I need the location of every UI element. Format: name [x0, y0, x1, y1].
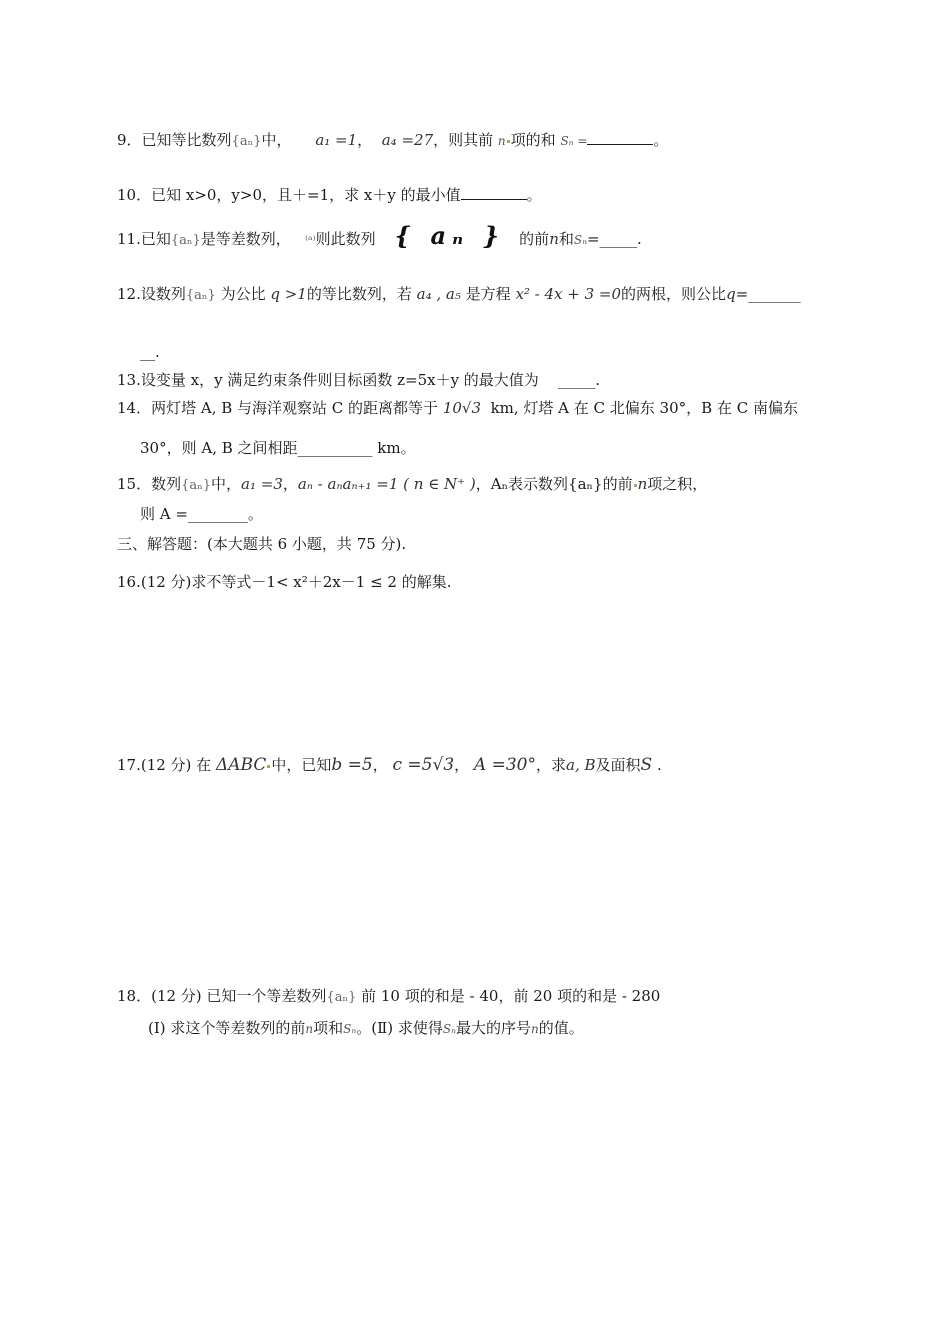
q15-prefix: 15．数列	[117, 475, 182, 493]
q18-sequence: {aₙ}	[326, 990, 357, 1005]
q17-angle-a: A =30°	[473, 755, 536, 775]
q12-answer-blank[interactable]: __.	[140, 343, 160, 361]
question-12-continuation	[140, 342, 160, 362]
q11-prefix: 11.已知	[117, 230, 171, 248]
q9-comma: ，	[357, 131, 373, 149]
q18-text-1: 前 10 项的和是 - 40，前 20 项的和是 - 280	[361, 987, 661, 1005]
q12-text-3: 是方程	[465, 285, 511, 303]
q17-c: c =5√3	[392, 755, 455, 775]
q10-end: 。	[526, 186, 542, 204]
q9-sn: Sₙ =	[560, 134, 588, 148]
q12-q: q	[726, 285, 736, 303]
question-17: 17.(12 分) 在 ΔABC 中，已知b =5， c =5√3， A =30°，求a, B及面积S .	[117, 755, 662, 775]
q9-end: 。	[653, 131, 669, 149]
q9-text-2: ，则其前	[433, 131, 494, 149]
question-18	[117, 986, 660, 1008]
q11-broken-formula: ⁽ᵃ⁾	[305, 233, 316, 247]
q15-a1: a₁ =3	[241, 475, 283, 493]
q12-terms: a₄ , a₅	[416, 285, 461, 303]
q18-n: n	[305, 1022, 314, 1036]
q12-equation: x² - 4x + 3 =0	[515, 285, 622, 303]
q9-n: n	[497, 134, 506, 148]
q12-condition: q >1	[270, 285, 307, 303]
q18-part-2-text-2: 最大的序号	[456, 1019, 532, 1037]
section-3-text: 三、解答题：(本大题共 6 小题，共 75 分).	[117, 535, 407, 553]
q13-answer-blank[interactable]: _____.	[557, 371, 601, 389]
q11-text-2: 则此数列	[315, 230, 376, 248]
question-16	[117, 572, 452, 592]
q17-area-s: S	[640, 755, 653, 775]
question-13	[117, 370, 600, 390]
q17-text-3: 及面积	[595, 756, 641, 774]
q11-text-3: 的前	[519, 230, 550, 248]
question-9	[117, 130, 668, 152]
q15-sequence: {aₙ}	[181, 478, 212, 493]
question-14-line-2	[140, 438, 416, 458]
q9-prefix: 9．已知等比数列	[117, 131, 232, 149]
q11-sequence-large: { aₙ }	[394, 221, 505, 250]
q11-sn: Sₙ	[573, 233, 587, 247]
q15-text-2: ，	[282, 475, 298, 493]
q11-n: n	[549, 230, 559, 248]
q14-text-1: 14．两灯塔 A, B 与海洋观察站 C 的距离都等于	[117, 399, 439, 417]
q17-text-1: 中，已知	[271, 756, 332, 774]
question-18-parts	[148, 1018, 584, 1039]
q14-distance: 10√3	[442, 399, 482, 417]
q15-text-4: 项之积，	[647, 475, 708, 493]
q9-answer-blank[interactable]	[587, 130, 653, 145]
q12-prefix: 12.设数列	[117, 285, 186, 303]
q15-n: n	[637, 475, 648, 493]
q12-text-2: 的等比数列，若	[306, 285, 412, 303]
q13-text: 13.设变量 x，y 满足约束条件则目标函数 z=5x＋y 的最大值为	[117, 371, 539, 389]
q9-sequence: {aₙ}	[231, 134, 262, 149]
question-15	[117, 474, 707, 496]
q17-unknowns: a, B	[566, 756, 596, 774]
q10-text: 10．已知 x>0，y>0，且＋=1，求 x＋y 的最小值	[117, 186, 461, 204]
section-3-heading	[117, 534, 406, 554]
q17-text-2: ，求	[535, 756, 566, 774]
q18-part-2-text-3: 的值。	[538, 1019, 584, 1037]
q18-sn: Sₙ	[343, 1022, 357, 1036]
q12-sequence: {aₙ}	[185, 288, 216, 303]
question-10	[117, 185, 542, 205]
q15-text-1: 中，	[211, 475, 242, 493]
q17-period: .	[656, 756, 662, 774]
q12-text-1: 为公比	[220, 285, 266, 303]
q18-prefix: 18．(12 分) 已知一个等差数列	[117, 987, 327, 1005]
q12-text-4: 的两根，则公比	[621, 285, 727, 303]
q15-answer-line: 则 A =________。	[140, 505, 263, 523]
q15-relation: aₙ - aₙaₙ₊₁ =1 ( n ∈ N⁺ )	[297, 475, 476, 493]
q18-part-1-text: (Ⅰ) 求这个等差数列的前	[148, 1019, 306, 1037]
q17-triangle: ΔABC	[215, 755, 267, 775]
q18-part-2-text: 。(Ⅱ) 求使得	[356, 1019, 443, 1037]
q11-text-4: 和	[558, 230, 574, 248]
q11-sequence: {aₙ}	[170, 233, 201, 248]
q14-text-3: 30°，则 A, B 之间相距__________ km。	[140, 439, 416, 457]
q11-text-1: 是等差数列，	[200, 230, 291, 248]
q9-a1: a₁ =1	[315, 131, 358, 149]
q12-end: =_______	[735, 285, 801, 303]
q9-a4: a₄ =27	[381, 131, 434, 149]
q17-prefix: 17.(12 分) 在	[117, 756, 212, 774]
q14-text-2: km, 灯塔 A 在 C 北偏东 30°，B 在 C 南偏东	[490, 399, 798, 417]
q10-answer-blank[interactable]	[461, 185, 527, 200]
q18-n-2: n	[531, 1022, 539, 1036]
question-11	[117, 221, 642, 251]
question-14	[117, 398, 798, 418]
q17-b: b =5	[331, 755, 373, 775]
q18-part-1-text-2: 项和	[313, 1019, 344, 1037]
q16-text: 16.(12 分)求不等式－1< x²＋2x－1 ≤ 2 的解集.	[117, 573, 452, 591]
q15-text-3: ，Aₙ表示数列{aₙ}的前	[475, 475, 633, 493]
q18-sn-2: Sₙ	[442, 1022, 457, 1036]
q9-text-3: 项的和	[510, 131, 556, 149]
question-15-line-2	[140, 504, 263, 524]
q11-end: =_____.	[586, 230, 642, 248]
q9-text-1: 中，	[261, 131, 292, 149]
question-12	[117, 284, 801, 306]
